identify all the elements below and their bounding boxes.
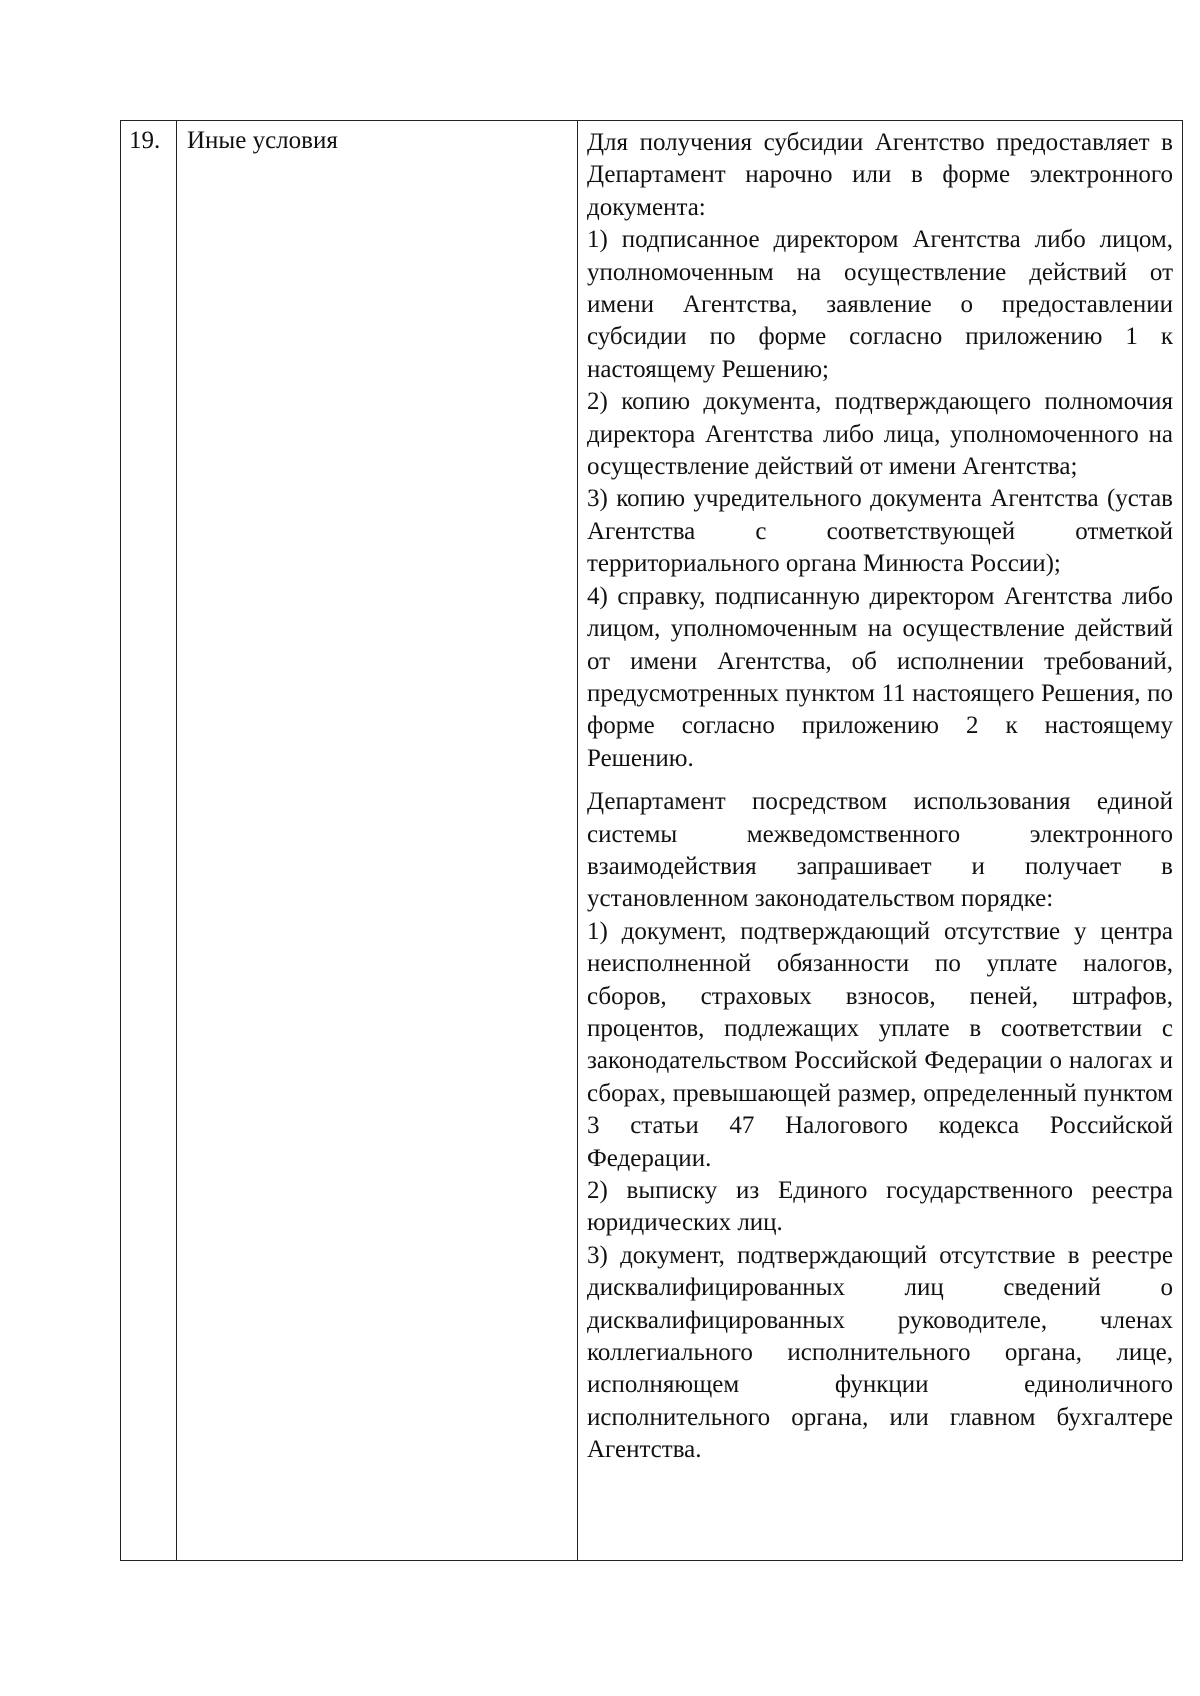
conditions-table	[120, 120, 1183, 1561]
list-item: 2) выписку из Единого государственного реестра юридических лиц.	[587, 1177, 1173, 1237]
paragraph: Департамент посредством использования единой системы межведомственного электронного взаимодействия запрашивает и получает в установленном законодательством порядке:	[587, 788, 1173, 913]
submitted-documents-block	[587, 127, 1173, 775]
column-divider	[176, 121, 177, 1560]
list-item: 2) копию документа, подтверждающего полномочия директора Агентства либо лица, уполномоченного на осуществление действий от имени Агентства;	[587, 388, 1173, 481]
list-item: 1) документ, подтверждающий отсутствие у центра неисполненной обязанности по уплате налогов, сборов, страховых взносов, пеней, штрафов, процентов, подлежащих уплате в соответствии с законодательством Российской Федерации о налогах и сборах, превышающей размер, определенный пунктом 3 статьи 47 Налогового кодекса Российской Федерации.	[587, 917, 1173, 1172]
condition-name: Иные условия	[187, 127, 338, 154]
column-divider	[577, 121, 578, 1560]
list-item: 1) подписанное директором Агентства либо лицом, уполномоченным на осуществление действий от имени Агентства, заявление о предоставлении субсидии по форме согласно приложению 1 к настоящему Решению;	[587, 226, 1173, 383]
list-item: 4) справку, подписанную директором Агентства либо лицом, уполномоченным на осуществление действий от имени Агентства, об исполнении требований, предусмотренных пунктом 11 настоящего Решения, по форме согласно приложению 2 к настоящему Решению.	[587, 582, 1173, 772]
requested-documents-block	[587, 786, 1173, 1467]
list-item: 3) копию учредительного документа Агентства (устав Агентства с соответствующей отметкой территориального органа Минюста России);	[587, 485, 1173, 578]
condition-description	[587, 127, 1173, 1467]
row-number: 19.	[129, 127, 161, 154]
paragraph: Для получения субсидии Агентство предоставляет в Департамент нарочно или в форме электронного документа:	[587, 129, 1173, 221]
list-item: 3) документ, подтверждающий отсутствие в реестре дисквалифицированных лиц сведений о дисквалифицированных руководителе, членах коллегиального исполнительного органа, лице, исполняющем функции единоличного исполнительного органа, или главном бухгалтере Агентства.	[587, 1241, 1173, 1464]
